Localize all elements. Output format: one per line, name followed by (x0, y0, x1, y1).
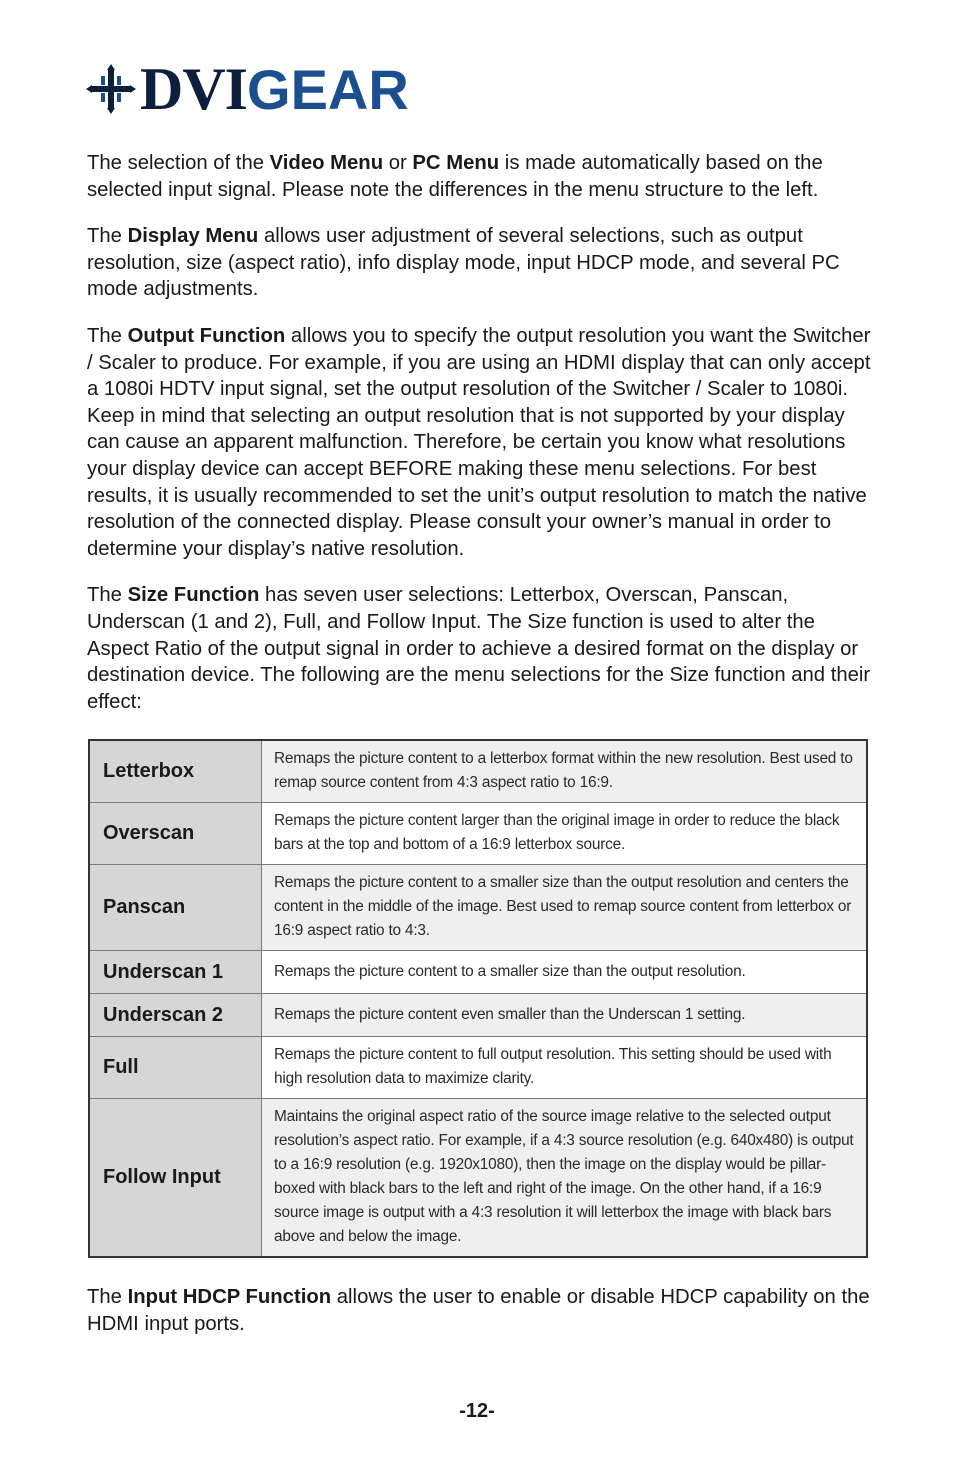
size-term: Follow Input (89, 1099, 262, 1258)
table-row (89, 994, 867, 1037)
table-row (89, 1099, 867, 1258)
paragraph-size-function: The Size Function has seven user selections: Letterbox, Overscan, Panscan, Underscan (1 and 2), Full, and Follow Input. The Size function is used to alter the Aspect Ratio of the output signal in order to achieve a desired format on the display or destination device. The following are the menu selections for the Size function and their effect: (87, 584, 871, 713)
size-term: Underscan 1 (89, 951, 262, 994)
size-term: Panscan (89, 865, 262, 951)
brand-wordmark (140, 56, 409, 122)
table-row (89, 865, 867, 951)
term-pc-menu: PC Menu (412, 152, 500, 174)
size-description: Remaps the picture content to a smaller size than the output resolution. (262, 951, 868, 994)
size-term: Full (89, 1037, 262, 1099)
size-term: Letterbox (89, 740, 262, 803)
size-term: Overscan (89, 803, 262, 865)
paragraph-menu-selection: The selection of the Video Menu or PC Menu is made automatically based on the selected input signal. Please note the differences in the menu structure to the left. (87, 152, 823, 201)
size-description: Maintains the original aspect ratio of the source image relative to the selected output resolution’s aspect ratio. For example, if a 4:3 source resolution (e.g. 640x480) is output to a 16:9 resolution (e.g. 1920x1080), then the image on the display would be pillar-boxed with black bars to the left and right of the image. On the other hand, if a 16:9 source image is output with a 4:3 resolution it will letterbox the image with black bars above and below the image. (262, 1099, 868, 1258)
page-content (87, 150, 871, 1357)
term-display-menu: Display Menu (127, 225, 259, 248)
size-description: Remaps the picture content to full output resolution. This setting should be used with high resolution data to maximize clarity. (262, 1037, 868, 1099)
paragraph-output-function: The Output Function allows you to specify the output resolution you want the Switcher / Scaler to produce. For example, if you are using an HDMI display that can only accept a 1080i HDTV input signal, set the output resolution of the Switcher / Scaler to 1080i. Keep in mind that selecting an output resolution that is not supported by your display can cause an apparent malfunction. Therefore, be certain you know what resolutions your display device can accept BEFORE making these menu selections. For best results, it is usually recommended to set the unit’s output resolution to match the native resolution of the connected display. Please consult your owner’s manual in order to determine your display’s native resolution. (87, 324, 871, 560)
brand-wordmark-gear: GEAR (247, 58, 409, 121)
term-size-function: Size Function (127, 584, 260, 607)
size-options-table (88, 739, 868, 1258)
table-row (89, 951, 867, 994)
size-term: Underscan 2 (89, 994, 262, 1037)
size-description: Remaps the picture content to a letterbox format within the new resolution. Best used to remap source content from 4:3 aspect ratio to 16:9. (262, 740, 868, 803)
cross-arrows-icon (86, 62, 136, 116)
size-description: Remaps the picture content to a smaller size than the output resolution and centers the content in the middle of the image. Best used to remap source content from letterbox or 16:9 aspect ratio to 4:3. (262, 865, 868, 951)
term-output-function: Output Function (127, 324, 286, 347)
size-description: Remaps the picture content even smaller than the Underscan 1 setting. (262, 994, 868, 1037)
size-description: Remaps the picture content larger than the original image in order to reduce the black bars at the top and bottom of a 16:9 letterbox source. (262, 803, 868, 865)
table-row (89, 740, 867, 803)
page-number: -12- (459, 1400, 495, 1422)
paragraph-input-hdcp: The Input HDCP Function allows the user to enable or disable HDCP capability on the HDMI input ports. (87, 1286, 870, 1335)
table-row (89, 803, 867, 865)
brand-logo (86, 56, 409, 122)
brand-wordmark-dvi: DVI (140, 56, 248, 122)
table-row (89, 1037, 867, 1099)
paragraph-display-menu: The Display Menu allows user adjustment of several selections, such as output resolution, size (aspect ratio), info display mode, input HDCP mode, and several PC mode adjustments. (87, 225, 840, 301)
term-video-menu: Video Menu (269, 152, 384, 174)
term-input-hdcp-function: Input HDCP Function (127, 1286, 332, 1309)
